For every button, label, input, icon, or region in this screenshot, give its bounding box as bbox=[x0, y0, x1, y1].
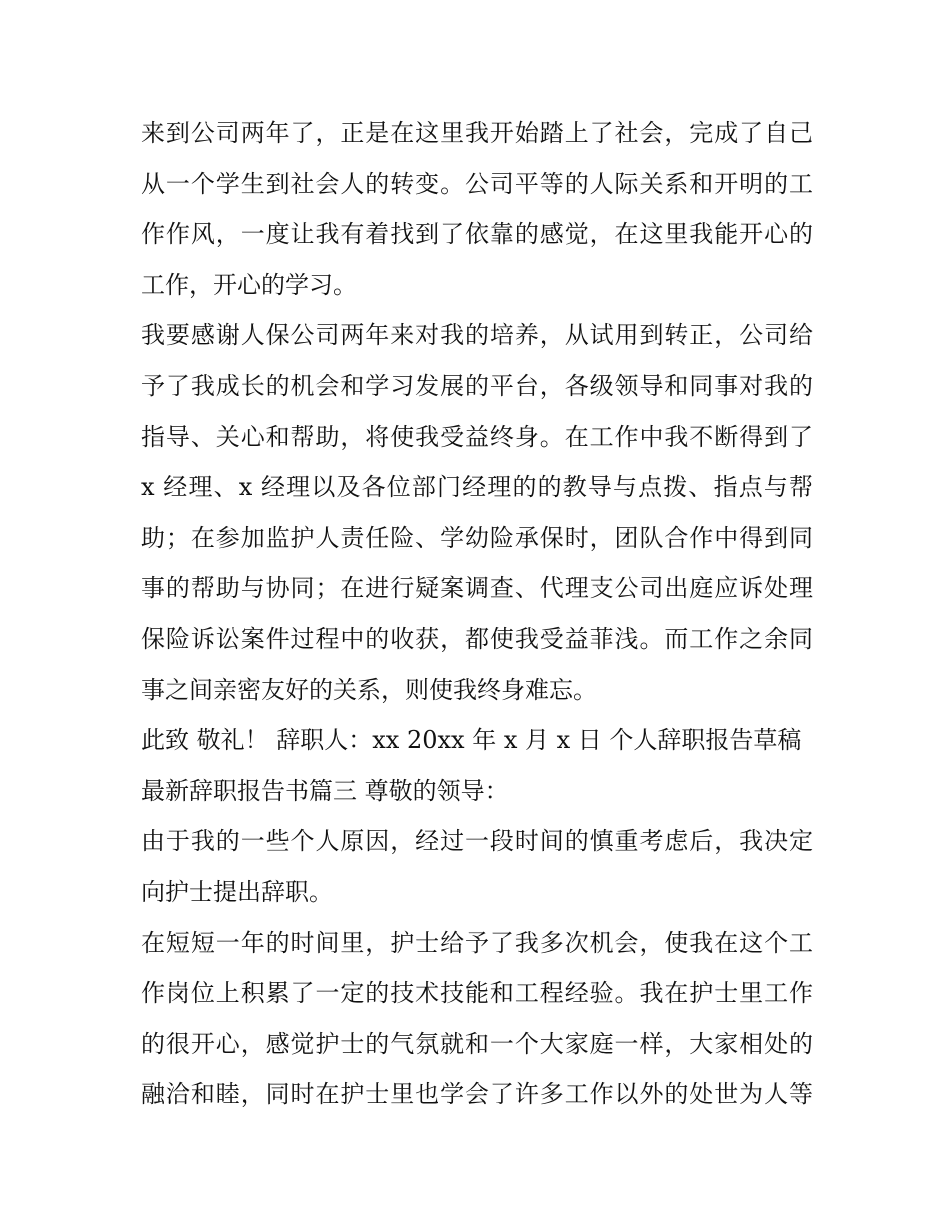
text-line: 事的帮助与协同；在进行疑案调查、代理支公司出庭应诉处理 bbox=[141, 574, 813, 603]
text-line: 作作风，一度让我有着找到了依靠的感觉，在这里我能开心的 bbox=[141, 220, 813, 249]
text-line: 予了我成长的机会和学习发展的平台，各级领导和同事对我的 bbox=[141, 371, 813, 400]
text-line: 我要感谢人保公司两年来对我的培养，从试用到转正，公司给 bbox=[141, 321, 813, 350]
text-line: 此致 敬礼！ 辞职人：xx 20xx 年 x 月 x 日 个人辞职报告草稿 bbox=[141, 726, 802, 755]
text-line: 保险诉讼案件过程中的收获，都使我受益菲浅。而工作之余同 bbox=[141, 624, 813, 653]
text-line: 作岗位上积累了一定的技术技能和工程经验。我在护士里工作 bbox=[141, 979, 813, 1008]
text-line: 指导、关心和帮助，将使我受益终身。在工作中我不断得到了 bbox=[141, 422, 813, 451]
text-line: 事之间亲密友好的关系，则使我终身难忘。 bbox=[141, 675, 597, 704]
text-line: x 经理、x 经理以及各位部门经理的的教导与点拨、指点与帮 bbox=[141, 473, 813, 502]
text-line: 最新辞职报告书篇三 尊敬的领导： bbox=[141, 776, 509, 805]
text-line: 由于我的一些个人原因，经过一段时间的慎重考虑后，我决定 bbox=[141, 827, 813, 856]
text-line: 工作，开心的学习。 bbox=[141, 270, 357, 299]
text-line: 从一个学生到社会人的转变。公司平等的人际关系和开明的工 bbox=[141, 169, 813, 198]
text-line: 助；在参加监护人责任险、学幼险承保时，团队合作中得到同 bbox=[141, 523, 813, 552]
text-line: 来到公司两年了，正是在这里我开始踏上了社会，完成了自己 bbox=[141, 119, 813, 147]
text-line: 的很开心，感觉护士的气氛就和一个大家庭一样，大家相处的 bbox=[141, 1029, 813, 1058]
text-line: 在短短一年的时间里，护士给予了我多次机会，使我在这个工 bbox=[141, 928, 813, 957]
body-text bbox=[141, 108, 813, 1120]
text-line: 向护士提出辞职。 bbox=[141, 877, 333, 906]
text-line: 融洽和睦，同时在护士里也学会了许多工作以外的处世为人等 bbox=[141, 1080, 813, 1109]
